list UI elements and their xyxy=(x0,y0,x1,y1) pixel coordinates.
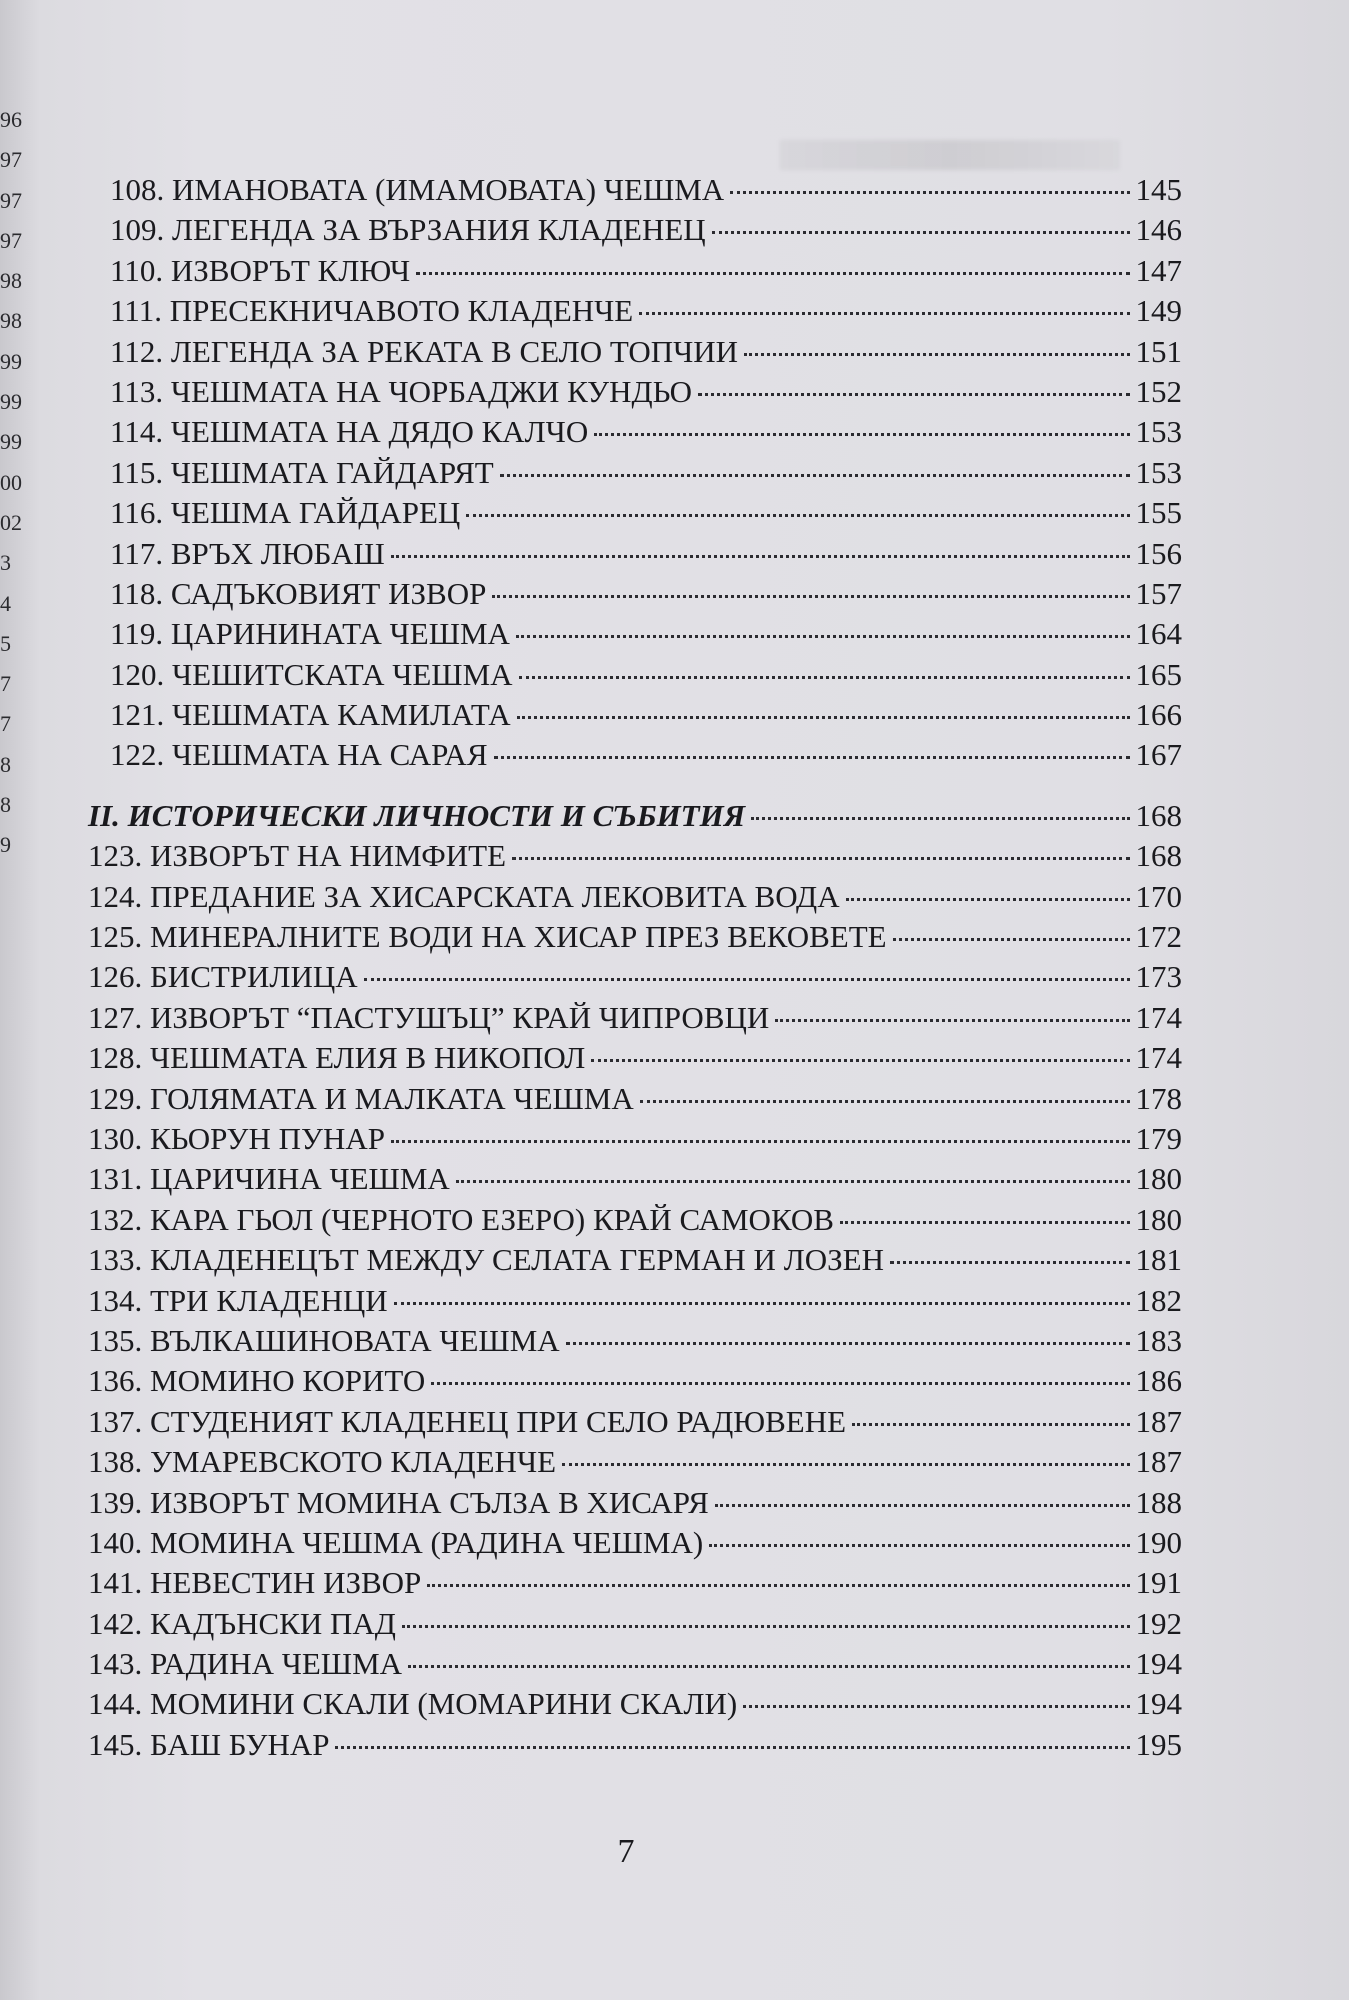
toc-entry-title: 129. ГОЛЯМАТА И МАЛКАТА ЧЕШМА xyxy=(88,1080,634,1116)
toc-entry xyxy=(110,455,1182,495)
dot-leader xyxy=(335,1746,1129,1749)
toc-section-heading xyxy=(88,798,1182,838)
toc-entry-title: 110. ИЗВОРЪТ КЛЮЧ xyxy=(110,252,411,288)
toc-entry-page: 174 xyxy=(1135,1040,1182,1076)
toc-entry-page: 153 xyxy=(1135,454,1182,490)
toc-entry-page: 174 xyxy=(1135,999,1182,1035)
gutter-number: 5 xyxy=(0,630,11,656)
dot-leader xyxy=(500,474,1130,477)
toc-entry-title: 144. МОМИНИ СКАЛИ (МОМАРИНИ СКАЛИ) xyxy=(88,1686,738,1722)
dot-leader xyxy=(751,817,1129,820)
toc-entry-title: 127. ИЗВОРЪТ “ПАСТУШЪЦ” КРАЙ ЧИПРОВЦИ xyxy=(88,999,770,1035)
dot-leader xyxy=(492,595,1129,598)
dot-leader xyxy=(391,555,1130,558)
dot-leader xyxy=(466,514,1129,517)
toc-entry-title: 123. ИЗВОРЪТ НА НИМФИТЕ xyxy=(88,838,507,874)
toc-entry-title: 121. ЧЕШМАТА КАМИЛАТА xyxy=(110,697,511,733)
toc-entry-title: 142. КАДЪНСКИ ПАД xyxy=(88,1605,396,1641)
toc-entry-page: 156 xyxy=(1135,535,1182,571)
toc-entry-page: 192 xyxy=(1135,1605,1182,1641)
dot-leader xyxy=(416,272,1129,275)
gutter-number: 98 xyxy=(0,308,22,334)
dot-leader xyxy=(408,1665,1129,1668)
toc-entry-page: 194 xyxy=(1135,1686,1182,1722)
toc-entry-title: 143. РАДИНА ЧЕШМА xyxy=(88,1646,403,1682)
previous-page-edge-numbers xyxy=(0,100,30,866)
dot-leader xyxy=(391,1140,1130,1143)
toc-entry xyxy=(88,838,1182,878)
gutter-number: 96 xyxy=(0,107,22,132)
toc-entry-title: 112. ЛЕГЕНДА ЗА РЕКАТА В СЕЛО ТОПЧИИ xyxy=(110,333,739,369)
gutter-number: 4 xyxy=(0,590,11,616)
toc-entry-page: 187 xyxy=(1135,1403,1182,1439)
dot-leader xyxy=(639,312,1129,315)
toc-entry-page: 164 xyxy=(1135,616,1182,652)
toc-entry xyxy=(110,374,1182,414)
toc-entry xyxy=(88,959,1182,999)
toc-entry-page: 195 xyxy=(1135,1726,1182,1762)
toc-entry-page: 166 xyxy=(1135,697,1182,733)
page-number: 7 xyxy=(617,1833,635,1870)
dot-leader xyxy=(394,1302,1130,1305)
toc-entry-page: 180 xyxy=(1135,1161,1182,1197)
toc-entry-title: 111. ПРЕСЕКНИЧАВОТО КЛАДЕНЧЕ xyxy=(110,293,634,329)
gutter-number: 99 xyxy=(0,348,22,374)
toc-entry xyxy=(110,657,1182,697)
toc-entry xyxy=(88,1606,1182,1646)
toc-entry xyxy=(88,1202,1182,1242)
toc-entry xyxy=(110,253,1182,293)
toc-entry xyxy=(110,334,1182,374)
toc-entry-page: 173 xyxy=(1135,959,1182,995)
toc-entry-title: 117. ВРЪХ ЛЮБАШ xyxy=(110,535,385,571)
dot-leader xyxy=(427,1584,1129,1587)
dot-leader xyxy=(712,231,1130,234)
toc-entry-page: 152 xyxy=(1135,373,1182,409)
toc-entry-page: 151 xyxy=(1135,333,1182,369)
toc-entry-title: 118. САДЪКОВИЯТ ИЗВОР xyxy=(110,575,487,611)
dot-leader xyxy=(519,676,1130,679)
toc-entry xyxy=(88,1040,1182,1080)
toc-entry-title: 128. ЧЕШМАТА ЕЛИЯ В НИКОПОЛ xyxy=(88,1040,586,1076)
toc-entry-page: 155 xyxy=(1135,495,1182,531)
gutter-number: 8 xyxy=(0,751,11,777)
toc-entry-page: 145 xyxy=(1135,172,1182,207)
toc-entry xyxy=(88,1565,1182,1605)
toc-entry-title: 133. КЛАДЕНЕЦЪТ МЕЖДУ СЕЛАТА ГЕРМАН И ЛОЗЕН xyxy=(88,1242,884,1278)
toc-entry xyxy=(88,1121,1182,1161)
toc-entry-title: 145. БАШ БУНАР xyxy=(88,1726,330,1762)
toc-entry-title: 140. МОМИНА ЧЕШМА (РАДИНА ЧЕШМА) xyxy=(88,1524,704,1560)
gutter-number: 97 xyxy=(0,187,22,213)
toc-entry-page: 157 xyxy=(1135,575,1182,611)
dot-leader xyxy=(730,191,1129,194)
toc-entry-title: 115. ЧЕШМАТА ГАЙДАРЯТ xyxy=(110,454,494,490)
section-spacer xyxy=(88,778,1182,798)
dot-leader xyxy=(698,393,1129,396)
toc-entry-title: 139. ИЗВОРЪТ МОМИНА СЪЛЗА В ХИСАРЯ xyxy=(88,1484,709,1520)
toc-entry xyxy=(88,1363,1182,1403)
gutter-number: 8 xyxy=(0,792,11,818)
gutter-number: 7 xyxy=(0,671,11,697)
toc-entry-page: 168 xyxy=(1135,797,1182,833)
dot-leader xyxy=(594,433,1129,436)
toc-entry-title: 131. ЦАРИЧИНА ЧЕШМА xyxy=(88,1161,450,1197)
dot-leader xyxy=(890,1261,1130,1264)
toc-entry xyxy=(88,1727,1182,1767)
toc-entry-title: 137. СТУДЕНИЯТ КЛАДЕНЕЦ ПРИ СЕЛО РАДЮВЕНЕ xyxy=(88,1403,847,1439)
dot-leader xyxy=(402,1625,1130,1628)
toc-entry-page: 172 xyxy=(1135,919,1182,955)
toc-entry-page: 183 xyxy=(1135,1322,1182,1358)
toc-entry xyxy=(88,1283,1182,1323)
toc-entry xyxy=(88,1000,1182,1040)
gutter-number: 97 xyxy=(0,227,22,253)
dot-leader xyxy=(591,1059,1129,1062)
gutter-number: 9 xyxy=(0,832,11,858)
toc-entry-page: 146 xyxy=(1135,212,1182,248)
dot-leader xyxy=(566,1342,1130,1345)
toc-entry xyxy=(88,1323,1182,1363)
toc-entry-page: 170 xyxy=(1135,878,1182,914)
toc-entry-title: 132. КАРА ГЬОЛ (ЧЕРНОТО ЕЗЕРО) КРАЙ САМОКОВ xyxy=(88,1201,834,1237)
toc-entry xyxy=(110,495,1182,535)
gutter-number: 7 xyxy=(0,711,11,737)
toc-entry xyxy=(88,1081,1182,1121)
toc-entry-page: 194 xyxy=(1135,1646,1182,1682)
dot-leader xyxy=(709,1544,1129,1547)
toc-entry-title: 126. БИСТРИЛИЦА xyxy=(88,959,358,995)
toc-entry xyxy=(110,697,1182,737)
toc-entry-page: 147 xyxy=(1135,252,1182,288)
toc-entry xyxy=(88,1242,1182,1282)
gutter-number: 99 xyxy=(0,429,22,455)
gutter-number: 3 xyxy=(0,550,11,576)
toc-entry-page: 190 xyxy=(1135,1524,1182,1560)
dot-leader xyxy=(456,1180,1130,1183)
toc-entry-page: 178 xyxy=(1135,1080,1182,1116)
toc-entry xyxy=(110,212,1182,252)
toc-entry-page: 181 xyxy=(1135,1242,1182,1278)
toc-entry-title: 120. ЧЕШИТСКАТА ЧЕШМА xyxy=(110,656,513,692)
toc-entry-page: 167 xyxy=(1135,737,1182,773)
toc-entry-page: 180 xyxy=(1135,1201,1182,1237)
toc-entry xyxy=(88,1485,1182,1525)
toc-entry-title: 116. ЧЕШМА ГАЙДАРЕЦ xyxy=(110,495,461,531)
gutter-number: 97 xyxy=(0,147,22,173)
dot-leader xyxy=(744,353,1129,356)
toc-entry-page: 153 xyxy=(1135,414,1182,450)
dot-leader xyxy=(562,1463,1129,1466)
toc-entry-page: 182 xyxy=(1135,1282,1182,1318)
toc-entry xyxy=(88,919,1182,959)
dot-leader xyxy=(494,756,1130,759)
toc-entry xyxy=(110,616,1182,656)
toc-entry-page: 165 xyxy=(1135,656,1182,692)
toc-entry-page: 179 xyxy=(1135,1120,1182,1156)
dot-leader xyxy=(743,1705,1129,1708)
toc-entry-title: 124. ПРЕДАНИЕ ЗА ХИСАРСКАТА ЛЕКОВИТА ВОДА xyxy=(88,878,840,914)
toc-entry xyxy=(88,1444,1182,1484)
toc-entry-title: 113. ЧЕШМАТА НА ЧОРБАДЖИ КУНДЬО xyxy=(110,373,693,409)
toc-entry-title: 135. ВЪЛКАШИНОВАТА ЧЕШМА xyxy=(88,1322,560,1358)
toc-entry xyxy=(110,293,1182,333)
dot-leader xyxy=(775,1019,1129,1022)
dot-leader xyxy=(840,1221,1130,1224)
toc-entry xyxy=(88,879,1182,919)
toc-entry xyxy=(88,1161,1182,1201)
toc-entry-title: 136. МОМИНО КОРИТО xyxy=(88,1363,426,1399)
toc-entry-page: 188 xyxy=(1135,1484,1182,1520)
gutter-number: 02 xyxy=(0,509,22,535)
toc-entry-page: 187 xyxy=(1135,1444,1182,1480)
toc-entry-page: 191 xyxy=(1135,1565,1182,1601)
toc-entry xyxy=(110,414,1182,454)
dot-leader xyxy=(893,938,1130,941)
dot-leader xyxy=(517,716,1130,719)
dot-leader xyxy=(715,1504,1130,1507)
toc-entry-title: 109. ЛЕГЕНДА ЗА ВЪРЗАНИЯ КЛАДЕНЕЦ xyxy=(110,212,706,248)
toc-entry-page: 168 xyxy=(1135,838,1182,874)
dot-leader xyxy=(516,635,1130,638)
toc-entry xyxy=(88,1404,1182,1444)
toc-entry-title: 138. УМАРЕВСКОТО КЛАДЕНЧЕ xyxy=(88,1444,557,1480)
toc-entry-title: 130. КЬОРУН ПУНАР xyxy=(88,1120,385,1156)
gutter-number: 98 xyxy=(0,268,22,294)
toc-entry xyxy=(88,1686,1182,1726)
dot-leader xyxy=(364,978,1130,981)
toc-entry-page: 149 xyxy=(1135,293,1182,329)
gutter-number: 99 xyxy=(0,389,22,415)
toc-entry xyxy=(88,1525,1182,1565)
table-of-contents xyxy=(88,172,1182,1767)
dot-leader xyxy=(512,857,1129,860)
toc-entry-title: 119. ЦАРИНИНАТА ЧЕШМА xyxy=(110,616,510,652)
gutter-number: 00 xyxy=(0,469,22,495)
toc-entry-title: 141. НЕВЕСТИН ИЗВОР xyxy=(88,1565,422,1601)
toc-entry-page: 186 xyxy=(1135,1363,1182,1399)
toc-entry-title: 134. ТРИ КЛАДЕНЦИ xyxy=(88,1282,388,1318)
toc-entry xyxy=(110,172,1182,212)
dot-leader xyxy=(640,1100,1130,1103)
toc-entry-title: 114. ЧЕШМАТА НА ДЯДО КАЛЧО xyxy=(110,414,589,450)
toc-entry xyxy=(110,536,1182,576)
dot-leader xyxy=(846,898,1130,901)
toc-entry xyxy=(110,737,1182,777)
toc-entry-title: 108. ИМАНОВАТА (ИМАМОВАТА) ЧЕШМА xyxy=(110,172,725,207)
show-through-text xyxy=(780,140,1120,170)
toc-entry xyxy=(110,576,1182,616)
dot-leader xyxy=(852,1423,1129,1426)
toc-entry-title: 122. ЧЕШМАТА НА САРАЯ xyxy=(110,737,488,773)
toc-entry xyxy=(88,1646,1182,1686)
dot-leader xyxy=(431,1382,1129,1385)
toc-entry-title: II. ИСТОРИЧЕСКИ ЛИЧНОСТИ И СЪБИТИЯ xyxy=(88,797,746,833)
toc-entry-title: 125. МИНЕРАЛНИТЕ ВОДИ НА ХИСАР ПРЕЗ ВЕКОВЕТЕ xyxy=(88,919,887,955)
